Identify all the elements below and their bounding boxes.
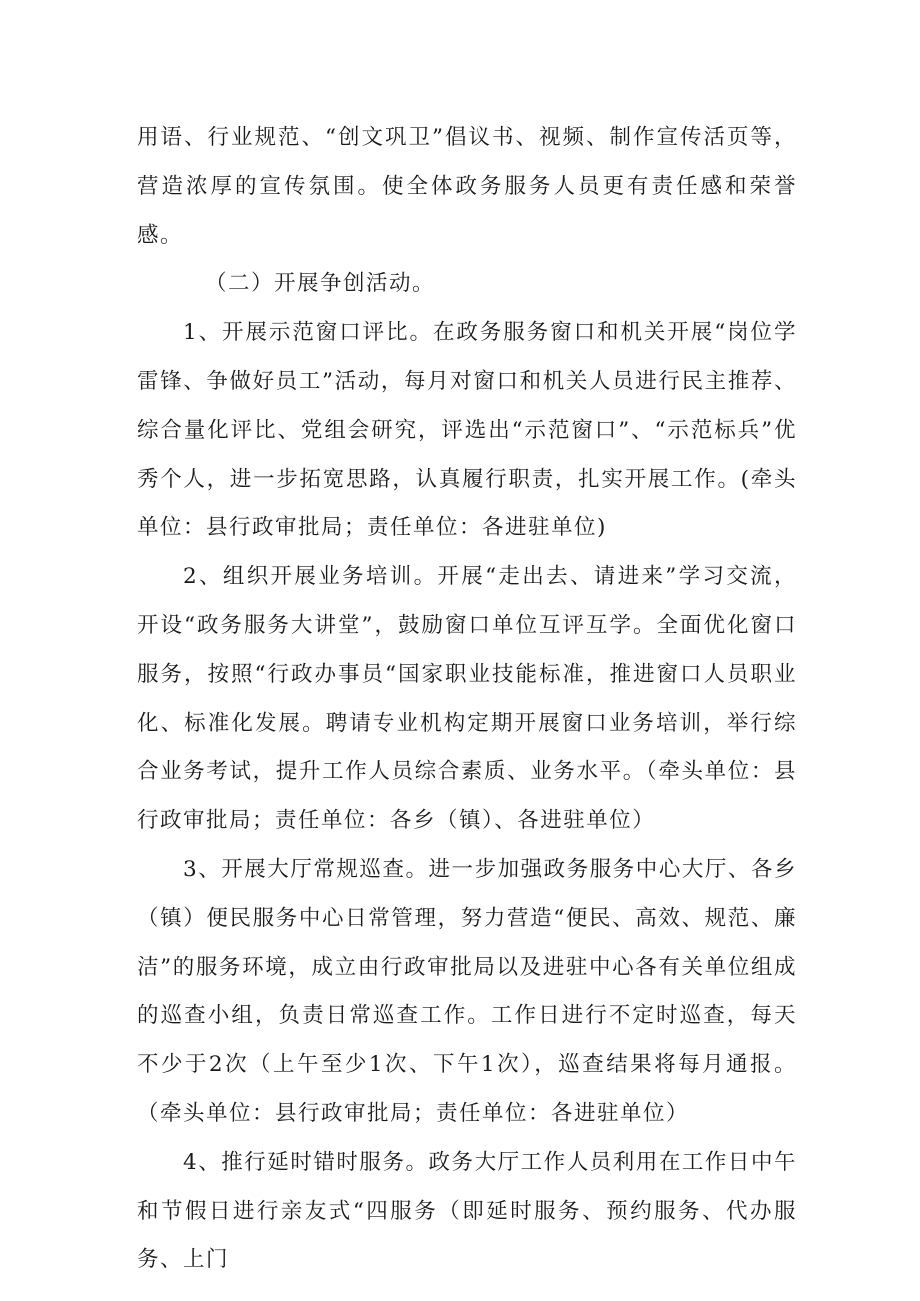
paragraph-item-2: 2、组织开展业务培训。开展“走出去、请进来”学习交流，开设“政务服务大讲堂”，鼓励窗口单位互评互学。全面优化窗口服务，按照“行政办事员“国家职业技能标准，推进窗口人员职业化、标准化发展。聘请专业机构定期开展窗口业务培训，举行综合业务考试，提升工作人员综合素质、业务水平。（牵头单位：县行政审批局；责任单位：各乡（镇）、各进驻单位）	[137, 564, 797, 834]
paragraph-intro-continuation: 用语、行业规范、“创文巩卫”倡议书、视频、制作宣传活页等，营造浓厚的宣传氛围。使全体政务服务人员更有责任感和荣誉感。	[137, 125, 797, 248]
paragraph-item-1: 1、开展示范窗口评比。在政务服务窗口和机关开展“岗位学雷锋、争做好员工”活动，每月对窗口和机关人员进行民主推荐、综合量化评比、党组会研究，评选出“示范窗口”、“示范标兵”优秀个人，进一步拓宽思路，认真履行职责，扎实开展工作。(牵头单位：县行政审批局；责任单位：各进驻单位)	[137, 320, 797, 541]
document-body	[137, 114, 797, 1285]
paragraph-item-3: 3、开展大厅常规巡查。进一步加强政务服务中心大厅、各乡（镇）便民服务中心日常管理，努力营造“便民、高效、规范、廉洁”的服务环境，成立由行政审批局以及进驻中心各有关单位组成的巡查小组，负责日常巡查工作。工作日进行不定时巡查，每天不少于2次（上午至少1次、下午1次），巡查结果将每月通报。（牵头单位：县行政审批局；责任单位：各进驻单位）	[137, 856, 797, 1126]
section-heading: （二）开展争创活动。	[205, 271, 436, 297]
paragraph-item-4: 4、推行延时错时服务。政务大厅工作人员利用在工作日中午和节假日进行亲友式“四服务（即延时服务、预约服务、代办服务、上门	[137, 1149, 797, 1273]
